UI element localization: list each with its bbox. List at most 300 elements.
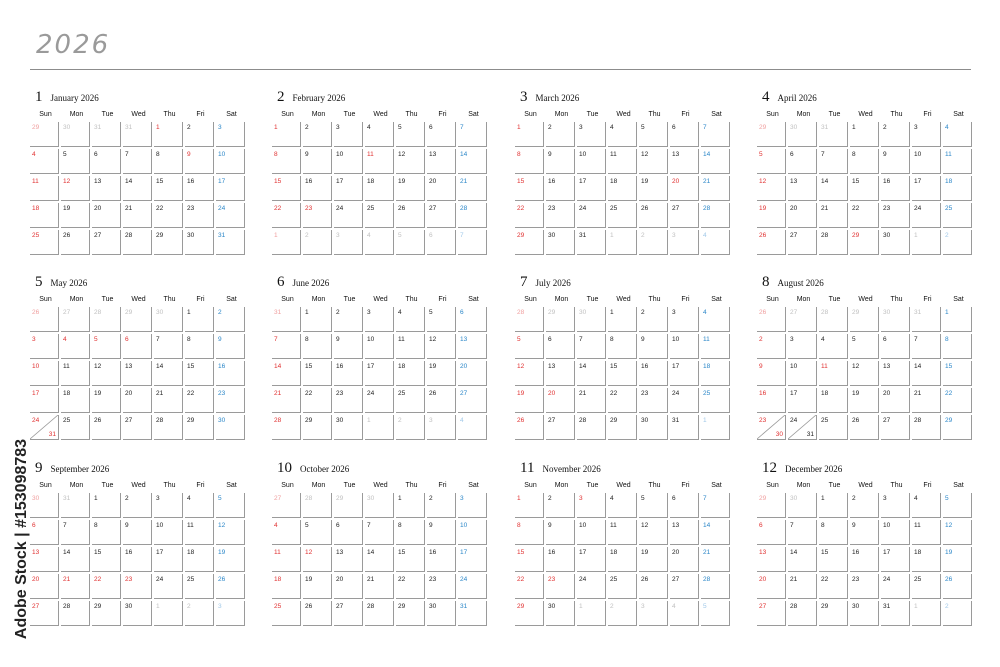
day-cell [757, 122, 786, 147]
weekday-label: Tue [828, 482, 841, 489]
day-number: 1 [703, 417, 707, 424]
day-cell [639, 520, 668, 545]
day-number: 18 [914, 549, 922, 556]
weekday-label: Fri [196, 296, 205, 303]
day-cell [670, 415, 699, 440]
day-cell [881, 493, 910, 518]
day-cell [788, 601, 817, 626]
day-number-secondary: 31 [806, 431, 814, 438]
day-number: 29 [517, 603, 525, 610]
day-cell [30, 176, 59, 201]
month-7 [515, 273, 727, 444]
day-number: 1 [610, 232, 614, 239]
day-cell [577, 520, 606, 545]
day-number: 30 [125, 603, 133, 610]
day-number: 20 [672, 549, 680, 556]
day-cell [185, 415, 214, 440]
day-cell [334, 415, 363, 440]
day-number: 3 [336, 124, 340, 131]
day-cell [819, 415, 848, 440]
day-number: 2 [187, 124, 191, 131]
day-cell [788, 230, 817, 255]
weekday-label: Sun [281, 111, 294, 118]
day-cell [92, 307, 121, 332]
day-cell [881, 176, 910, 201]
day-cell [881, 230, 910, 255]
day-cell [639, 601, 668, 626]
day-cell [334, 230, 363, 255]
day-cell [608, 574, 637, 599]
day-cell [216, 149, 245, 174]
day-cell [185, 574, 214, 599]
day-number: 18 [945, 178, 953, 185]
day-number: 13 [429, 151, 437, 158]
day-cell [515, 601, 544, 626]
day-cell [881, 122, 910, 147]
day-cell [365, 415, 394, 440]
day-cell [427, 122, 456, 147]
day-cell [515, 547, 544, 572]
day-number: 11 [367, 151, 374, 158]
day-number: 3 [883, 495, 887, 502]
day-number: 2 [759, 336, 763, 343]
month-header [277, 88, 345, 108]
day-cell [943, 149, 972, 174]
day-number: 18 [187, 549, 195, 556]
weekday-label: Thu [648, 482, 661, 489]
day-number: 2 [610, 603, 614, 610]
day-cell [757, 361, 786, 386]
day-number: 12 [759, 178, 767, 185]
day-cell [577, 122, 606, 147]
day-number: 26 [945, 576, 953, 583]
day-cell [334, 334, 363, 359]
day-number: 29 [187, 417, 195, 424]
day-cell [757, 203, 786, 228]
day-cell [334, 149, 363, 174]
day-number: 25 [945, 205, 953, 212]
weekday-label: Fri [923, 296, 932, 303]
day-cell [546, 388, 575, 413]
day-cell [61, 493, 90, 518]
day-number: 21 [821, 205, 829, 212]
day-number: 22 [156, 205, 164, 212]
day-cell [546, 520, 575, 545]
day-cell [701, 307, 730, 332]
day-number: 5 [945, 495, 949, 502]
day-number: 25 [610, 205, 618, 212]
day-cell [303, 307, 332, 332]
day-number: 17 [367, 363, 375, 370]
day-number: 16 [852, 549, 860, 556]
day-number: 8 [852, 151, 856, 158]
day-number: 14 [156, 363, 164, 370]
day-cell [396, 493, 425, 518]
day-number: 25 [274, 603, 282, 610]
day-cell [757, 574, 786, 599]
day-cell [30, 307, 59, 332]
day-number: 30 [883, 309, 891, 316]
day-cell [365, 574, 394, 599]
day-cell [788, 334, 817, 359]
day-number: 28 [63, 603, 71, 610]
day-number: 24 [218, 205, 226, 212]
day-number: 15 [94, 549, 102, 556]
month-header [520, 459, 601, 479]
weekday-label: Mon [554, 111, 569, 118]
day-cell [670, 520, 699, 545]
weekday-label: Fri [196, 111, 205, 118]
day-number: 3 [218, 603, 222, 610]
day-cell [30, 388, 59, 413]
weekday-label: Sat [468, 111, 479, 118]
day-number: 20 [460, 363, 468, 370]
day-number: 16 [883, 178, 891, 185]
day-cell [757, 547, 786, 572]
day-number: 10 [218, 151, 226, 158]
day-number: 30 [579, 309, 587, 316]
day-cell [92, 203, 121, 228]
day-number: 8 [517, 151, 521, 158]
day-number: 12 [429, 336, 437, 343]
day-number: 27 [548, 417, 556, 424]
day-number: 1 [914, 603, 918, 610]
weekday-label: Sat [953, 296, 964, 303]
day-number: 4 [63, 336, 67, 343]
day-number: 16 [187, 178, 195, 185]
day-number: 28 [460, 205, 468, 212]
day-cell [701, 547, 730, 572]
day-number: 17 [914, 178, 922, 185]
day-cell [154, 520, 183, 545]
day-cell [123, 334, 152, 359]
day-cell [912, 520, 941, 545]
day-number: 19 [641, 178, 649, 185]
day-cell [819, 493, 848, 518]
day-cell [943, 361, 972, 386]
day-number: 8 [187, 336, 191, 343]
month-name: April 2026 [777, 93, 817, 103]
day-cell [30, 520, 59, 545]
day-cell [639, 203, 668, 228]
weekday-label: Thu [648, 111, 661, 118]
day-cell [639, 388, 668, 413]
day-cell [303, 493, 332, 518]
day-cell [458, 601, 487, 626]
day-number: 24 [367, 390, 375, 397]
day-cell [61, 149, 90, 174]
day-cell [670, 361, 699, 386]
weekday-label: Fri [438, 296, 447, 303]
day-cell [185, 520, 214, 545]
weekday-label: Sat [953, 111, 964, 118]
day-cell [30, 361, 59, 386]
month-4 [757, 88, 969, 259]
day-cell [334, 388, 363, 413]
day-number: 10 [367, 336, 375, 343]
day-number: 3 [790, 336, 794, 343]
day-cell [608, 230, 637, 255]
day-cell [396, 230, 425, 255]
day-number: 31 [672, 417, 680, 424]
day-number: 4 [610, 124, 614, 131]
month-header [762, 88, 817, 108]
day-cell [608, 361, 637, 386]
day-number: 12 [218, 522, 226, 529]
day-cell [670, 176, 699, 201]
day-number: 8 [274, 151, 278, 158]
day-number: 7 [703, 495, 707, 502]
day-number: 17 [218, 178, 226, 185]
day-cell [185, 230, 214, 255]
day-cell [30, 574, 59, 599]
day-number: 3 [914, 124, 918, 131]
weekday-label: Wed [616, 296, 631, 303]
day-number: 5 [398, 124, 402, 131]
day-number: 19 [305, 576, 313, 583]
day-cell [515, 176, 544, 201]
weekday-label: Sun [524, 111, 537, 118]
day-number: 23 [548, 576, 556, 583]
day-cell [272, 122, 301, 147]
day-cell [303, 574, 332, 599]
day-number: 13 [336, 549, 344, 556]
day-cell [61, 122, 90, 147]
day-cell [427, 230, 456, 255]
day-cell [334, 203, 363, 228]
day-number: 3 [672, 232, 676, 239]
day-cell [185, 203, 214, 228]
day-cell [154, 547, 183, 572]
day-number: 6 [460, 309, 464, 316]
day-cell [365, 547, 394, 572]
day-number: 28 [703, 205, 711, 212]
day-number: 15 [274, 178, 282, 185]
day-cell [943, 334, 972, 359]
day-cell [303, 203, 332, 228]
day-number: 26 [305, 603, 313, 610]
weekday-label: Sun [39, 111, 52, 118]
day-number: 28 [703, 576, 711, 583]
day-cell [850, 520, 879, 545]
day-cell [458, 230, 487, 255]
day-cell [303, 388, 332, 413]
day-cell [912, 361, 941, 386]
day-number: 23 [305, 205, 313, 212]
day-number: 14 [703, 151, 711, 158]
day-cell [61, 361, 90, 386]
day-number: 11 [703, 336, 710, 343]
day-number: 4 [703, 309, 707, 316]
day-number: 11 [821, 363, 828, 370]
day-number: 29 [32, 124, 40, 131]
weekday-label: Tue [101, 111, 114, 118]
day-cell [154, 493, 183, 518]
day-number: 19 [759, 205, 767, 212]
day-number: 2 [883, 124, 887, 131]
day-cell [272, 203, 301, 228]
day-cell [30, 203, 59, 228]
day-cell [154, 230, 183, 255]
day-number: 24 [914, 205, 922, 212]
day-number: 17 [790, 390, 798, 397]
day-number: 30 [790, 495, 798, 502]
day-number: 31 [821, 124, 829, 131]
day-cell [92, 601, 121, 626]
day-number: 15 [156, 178, 164, 185]
day-number: 6 [336, 522, 340, 529]
day-cell [365, 230, 394, 255]
day-cell [608, 176, 637, 201]
month-11 [515, 459, 727, 630]
day-number: 13 [790, 178, 798, 185]
day-number: 1 [852, 124, 856, 131]
day-cell [881, 334, 910, 359]
weekday-label: Tue [586, 482, 599, 489]
day-number: 12 [945, 522, 953, 529]
day-cell [912, 230, 941, 255]
day-number: 15 [821, 549, 829, 556]
day-number: 3 [429, 417, 433, 424]
day-cell [515, 149, 544, 174]
weekday-label: Mon [311, 111, 326, 118]
month-number: 12 [762, 460, 777, 476]
day-cell [850, 415, 879, 440]
day-cell [123, 601, 152, 626]
weekday-label: Wed [131, 111, 146, 118]
day-cell [458, 334, 487, 359]
day-cell [334, 176, 363, 201]
day-cell [123, 307, 152, 332]
day-cell [123, 520, 152, 545]
day-number: 18 [821, 390, 829, 397]
day-number: 26 [94, 417, 102, 424]
day-number: 3 [156, 495, 160, 502]
day-number: 4 [367, 232, 371, 239]
day-number: 8 [156, 151, 160, 158]
day-cell [272, 520, 301, 545]
day-cell [30, 415, 59, 440]
day-number: 6 [759, 522, 763, 529]
day-cell [850, 334, 879, 359]
day-cell [788, 307, 817, 332]
day-cell [546, 601, 575, 626]
day-number: 18 [398, 363, 406, 370]
day-number: 1 [610, 309, 614, 316]
day-number: 30 [852, 603, 860, 610]
day-cell [303, 361, 332, 386]
day-cell [365, 307, 394, 332]
day-cell [396, 149, 425, 174]
day-cell [819, 203, 848, 228]
day-cell [850, 149, 879, 174]
day-number: 7 [274, 336, 278, 343]
weekday-label: Mon [69, 482, 84, 489]
day-number: 1 [517, 124, 521, 131]
day-number: 10 [579, 151, 587, 158]
day-number: 26 [517, 417, 525, 424]
day-cell [577, 334, 606, 359]
day-number: 27 [63, 309, 71, 316]
day-number: 19 [63, 205, 71, 212]
day-cell [272, 547, 301, 572]
day-cell [881, 601, 910, 626]
day-cell [185, 361, 214, 386]
day-cell [216, 601, 245, 626]
day-number: 22 [517, 205, 525, 212]
day-number: 31 [218, 232, 226, 239]
day-number: 20 [32, 576, 40, 583]
day-cell [30, 334, 59, 359]
day-number: 13 [759, 549, 767, 556]
day-cell [30, 547, 59, 572]
day-number: 3 [672, 309, 676, 316]
day-cell [757, 415, 786, 440]
day-number: 18 [63, 390, 71, 397]
day-number: 12 [641, 151, 649, 158]
day-cell [216, 307, 245, 332]
day-number: 17 [883, 549, 891, 556]
month-number: 7 [520, 274, 528, 290]
day-cell [819, 230, 848, 255]
day-number: 12 [852, 363, 860, 370]
weekday-label: Mon [69, 296, 84, 303]
day-cell [819, 574, 848, 599]
day-number: 5 [759, 151, 763, 158]
day-cell [912, 176, 941, 201]
month-number: 11 [520, 460, 535, 476]
day-number: 23 [548, 205, 556, 212]
watermark [12, 420, 32, 660]
day-cell [881, 574, 910, 599]
weekday-label: Sun [766, 482, 779, 489]
day-number: 12 [63, 178, 71, 185]
weekday-label: Wed [858, 482, 873, 489]
weekday-label: Sat [953, 482, 964, 489]
weekday-label: Fri [923, 111, 932, 118]
day-cell [943, 203, 972, 228]
day-number: 21 [125, 205, 133, 212]
day-number: 25 [367, 205, 375, 212]
weekday-label: Sat [226, 296, 237, 303]
day-cell [943, 230, 972, 255]
day-number: 2 [429, 495, 433, 502]
day-cell [701, 574, 730, 599]
month-name: February 2026 [292, 93, 346, 103]
day-number: 10 [883, 522, 891, 529]
day-number: 1 [156, 603, 160, 610]
day-cell [123, 149, 152, 174]
day-number: 1 [187, 309, 191, 316]
day-cell [123, 415, 152, 440]
day-cell [608, 122, 637, 147]
day-cell [365, 493, 394, 518]
day-number: 4 [187, 495, 191, 502]
day-cell [154, 122, 183, 147]
day-number: 28 [914, 417, 922, 424]
weekday-label: Sat [468, 296, 479, 303]
day-number: 30 [790, 124, 798, 131]
month-header [520, 88, 579, 108]
month-number: 2 [277, 89, 285, 105]
weekday-label: Tue [101, 296, 114, 303]
day-cell [850, 601, 879, 626]
weekday-label: Sun [281, 482, 294, 489]
day-cell [123, 574, 152, 599]
day-cell [788, 493, 817, 518]
day-number: 29 [821, 603, 829, 610]
day-number: 14 [821, 178, 829, 185]
